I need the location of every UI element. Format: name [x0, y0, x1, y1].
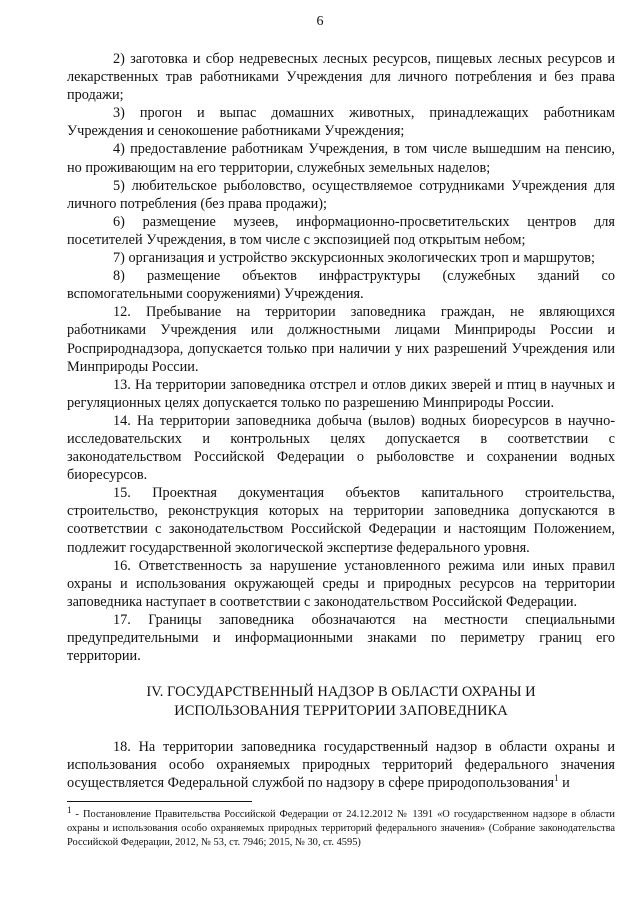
- paragraph-item-5: 5) любительское рыболовство, осуществляемое сотрудниками Учреждения для личного потребления (без права продажи);: [67, 177, 615, 212]
- section-heading-line-1: IV. ГОСУДАРСТВЕННЫЙ НАДЗОР В ОБЛАСТИ ОХРАНЫ И: [146, 684, 536, 700]
- paragraph-14: 14. На территории заповедника добыча (вылов) водных биоресурсов в научно-исследовательских и контрольных целях допускается в соответствии с законодательством Российской Федерации о рыболовстве и сохранении водных биоресурсов.: [67, 412, 615, 484]
- paragraph-18-tail: и: [558, 775, 570, 792]
- paragraph-18: [67, 738, 615, 792]
- paragraph-item-6: 6) размещение музеев, информационно-просветительских центров для посетителей Учреждения, в том числе с экспозицией под открытым небом;: [67, 213, 615, 248]
- paragraph-item-2: 2) заготовка и сбор недревесных лесных ресурсов, пищевых лесных ресурсов и лекарственных трав работниками Учреждения для личного потребления и без права продажи;: [67, 51, 615, 104]
- footnote-divider: [67, 801, 252, 802]
- paragraph-item-4: 4) предоставление работникам Учреждения, в том числе вышедшим на пенсию, но проживающим на его территории, служебных земельных наделов;: [67, 141, 615, 176]
- section-heading-line-2: ИСПОЛЬЗОВАНИЯ ТЕРРИТОРИИ ЗАПОВЕДНИКА: [174, 703, 508, 719]
- paragraph-item-3: 3) прогон и выпас домашних животных, принадлежащих работникам Учреждения и сенокошение работниками Учреждения;: [67, 105, 615, 140]
- paragraph-17: 17. Границы заповедника обозначаются на местности специальными предупредительными и информационными знаками по периметру границ его территории.: [67, 611, 615, 665]
- paragraph-item-8: 8) размещение объектов инфраструктуры (служебных зданий со вспомогательными сооружениями) Учреждения.: [67, 268, 615, 303]
- paragraph-13: 13. На территории заповедника отстрел и отлов диких зверей и птиц в научных и регуляционных целях допускается только по разрешению Минприроды России.: [67, 376, 615, 411]
- paragraph-18-text: 18. На территории заповедника государственный надзор в области охраны и использования особо охраняемых природных территорий федерального значения осуществляется Федеральной службой по надзору в сфере природопользования: [67, 739, 615, 792]
- footnote-reference[interactable]: 1: [554, 773, 559, 784]
- footnote-text: - Постановление Правительства Российской Федерации от 24.12.2012 № 1391 «О государственном надзоре в области охраны и использования особо охраняемых природных территорий федерального значения» (Собрание законодательства Российской Федерации, 2012, № 53, ст. 7946; 2015, № 30, ст. 4595): [67, 809, 615, 848]
- footnote: [67, 805, 615, 850]
- paragraph-16: 16. Ответственность за нарушение установленного режима или иных правил охраны и использования окружающей среды и природных ресурсов на территории заповедника наступает в соответствии с законодательством Российской Федерации.: [67, 557, 615, 610]
- paragraph-item-7: 7) организация и устройство экскурсионных экологических троп и маршрутов;: [113, 250, 596, 267]
- paragraph-12: 12. Пребывание на территории заповедника граждан, не являющихся работниками Учреждения или должностными лицами Минприроды России и Росприроднадзора, допускается только при наличии у них разрешений Учреждения или Минприроды России.: [67, 304, 615, 375]
- page-number: 6: [316, 14, 324, 29]
- section-body: [67, 738, 615, 792]
- section-heading: [67, 683, 615, 721]
- footnote-marker: 1: [67, 805, 72, 815]
- document-body: [67, 50, 615, 665]
- paragraph-15: 15. Проектная документация объектов капитального строительства, строительство, реконструкция которых на территории заповедника допускаются в соответствии с законодательством Российской Федерации и настоящим Положением, подлежит государственной экологической экспертизе федерального уровня.: [67, 485, 615, 556]
